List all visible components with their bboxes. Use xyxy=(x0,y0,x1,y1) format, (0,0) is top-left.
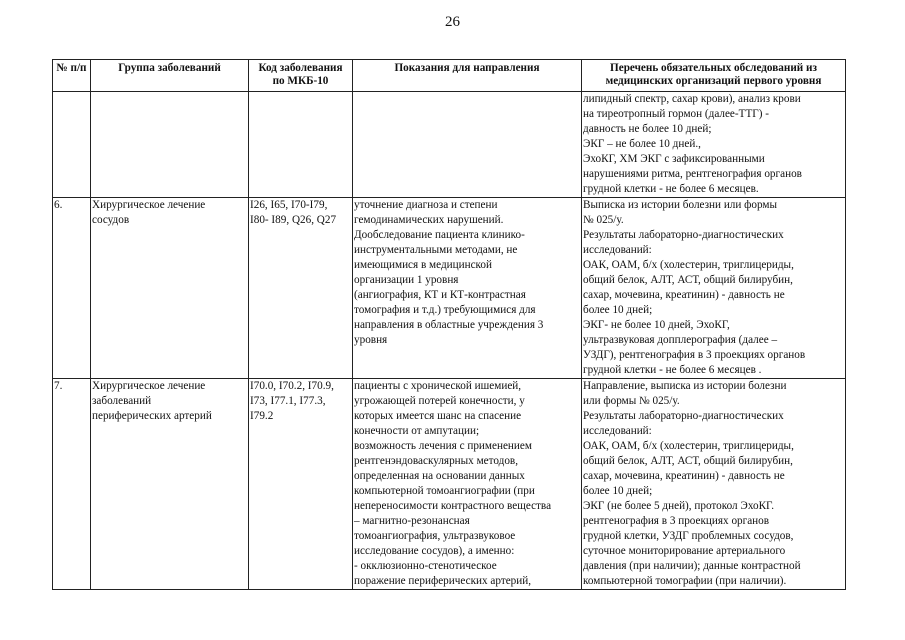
cell-line: общий белок, АЛТ, АСТ, общий билирубин, xyxy=(583,455,793,467)
cell-line: заболеваний xyxy=(92,395,152,407)
cell-line: рентгенография в 3 проекциях органов xyxy=(583,515,770,527)
cell-line: гемодинамических нарушений. xyxy=(354,214,504,226)
cell-line: давления (при наличии); данные контрастной xyxy=(583,560,801,572)
cell-line: ОАК, ОАМ, б/х (холестерин, триглицериды, xyxy=(583,440,794,452)
cell-line: уточнение диагноза и степени xyxy=(354,199,498,211)
referral-table xyxy=(52,59,846,590)
cell-line: организации 1 уровня xyxy=(354,274,459,286)
cell-line: пациенты с хронической ишемией, xyxy=(354,380,522,392)
cell-line: угрожающей потерей конечности, у xyxy=(354,395,525,407)
cell-line: I70.0, I70.2, I70.9, xyxy=(250,380,334,392)
cell-group xyxy=(91,198,249,379)
cell-line: поражение периферических артерий, xyxy=(354,575,532,587)
header-group: Группа заболеваний xyxy=(91,60,249,92)
cell-group xyxy=(91,92,249,198)
cell-num xyxy=(53,92,91,198)
cell-num: 7. xyxy=(53,379,91,590)
cell-exams xyxy=(582,379,846,590)
cell-line: направления в областные учреждения 3 xyxy=(354,319,544,331)
header-exams xyxy=(582,60,846,92)
cell-line: сахар, мочевина, креатинин) - давность не xyxy=(583,470,785,482)
cell-line: УЗДГ), рентгенография в 3 проекциях органов xyxy=(583,349,806,361)
header-num: № п/п xyxy=(53,60,91,92)
cell-line: томография и т.д.) требующимися для xyxy=(354,304,536,316)
cell-indications xyxy=(353,198,582,379)
cell-line: томоангиография, ультразвуковое xyxy=(354,530,516,542)
cell-line: конечности от ампутации; xyxy=(354,425,480,437)
cell-line: рентгенэндоваскулярных методов, xyxy=(354,455,518,467)
cell-line: (ангиография, КТ и КТ-контрастная xyxy=(354,289,526,301)
cell-line: определенная на основании данных xyxy=(354,470,525,482)
table-row xyxy=(53,92,846,198)
cell-line: грудной клетки, УЗДГ проблемных сосудов, xyxy=(583,530,794,542)
cell-line: Хирургическое лечение xyxy=(92,380,206,392)
header-code-line: Код заболевания xyxy=(258,62,343,74)
cell-line: сосудов xyxy=(92,214,130,226)
cell-line: Результаты лабораторно-диагностических xyxy=(583,229,784,241)
cell-line: возможность лечения с применением xyxy=(354,440,532,452)
cell-line: более 10 дней; xyxy=(583,485,653,497)
cell-num: 6. xyxy=(53,198,91,379)
cell-indications xyxy=(353,92,582,198)
cell-line: уровня xyxy=(354,334,388,346)
cell-line: Хирургическое лечение xyxy=(92,199,206,211)
cell-line: инструментальными методами, не xyxy=(354,244,518,256)
cell-code xyxy=(249,198,353,379)
header-code xyxy=(249,60,353,92)
cell-line: I26, I65, I70-I79, xyxy=(250,199,328,211)
cell-line: периферических артерий xyxy=(92,410,212,422)
cell-line: общий белок, АЛТ, АСТ, общий билирубин, xyxy=(583,274,793,286)
cell-line: исследований: xyxy=(583,425,652,437)
cell-line: липидный спектр, сахар крови), анализ крови xyxy=(583,93,801,105)
cell-exams xyxy=(582,198,846,379)
cell-line: ЭКГ (не более 5 дней), протокол ЭхоКГ. xyxy=(583,500,775,512)
cell-line: сахар, мочевина, креатинин) - давность не xyxy=(583,289,785,301)
cell-line: ультразвуковая допплерография (далее – xyxy=(583,334,778,346)
header-code-line: по МКБ-10 xyxy=(272,75,329,87)
cell-line: ОАК, ОАМ, б/х (холестерин, триглицериды, xyxy=(583,259,794,271)
cell-line: - окклюзионно-стенотическое xyxy=(354,560,497,572)
table-header-row xyxy=(53,60,846,92)
cell-line: грудной клетки - не более 6 месяцев. xyxy=(583,183,759,195)
cell-line: – магнитно-резонансная xyxy=(354,515,470,527)
cell-line: суточное мониторирование артериального xyxy=(583,545,786,557)
cell-line: исследование сосудов), а именно: xyxy=(354,545,515,557)
cell-code xyxy=(249,379,353,590)
header-indications: Показания для направления xyxy=(353,60,582,92)
cell-line: нарушениями ритма, рентгенография органов xyxy=(583,168,802,180)
cell-line: ЭКГ- не более 10 дней, ЭхоКГ, xyxy=(583,319,730,331)
cell-line: Дообследование пациента клинико- xyxy=(354,229,525,241)
cell-line: имеющимися в медицинской xyxy=(354,259,492,271)
cell-line: I79.2 xyxy=(250,410,274,422)
cell-line: более 10 дней; xyxy=(583,304,653,316)
cell-line: I73, I77.1, I77.3, xyxy=(250,395,326,407)
cell-line: Выписка из истории болезни или формы xyxy=(583,199,778,211)
cell-indications xyxy=(353,379,582,590)
cell-line: на тиреотропный гормон (далее-ТТГ) - xyxy=(583,108,770,120)
cell-group xyxy=(91,379,249,590)
table-row xyxy=(53,379,846,590)
page-number: 26 xyxy=(445,14,460,30)
cell-exams xyxy=(582,92,846,198)
cell-line: Результаты лабораторно-диагностических xyxy=(583,410,784,422)
cell-code xyxy=(249,92,353,198)
cell-line: непереносимости контрастного вещества xyxy=(354,500,552,512)
cell-line: ЭхоКГ, ХМ ЭКГ с зафиксированными xyxy=(583,153,765,165)
cell-line: I80- I89, Q26, Q27 xyxy=(250,214,337,226)
cell-line: компьютерной томографии (при наличии). xyxy=(583,575,787,587)
cell-line: исследований: xyxy=(583,244,652,256)
cell-line: грудной клетки - не более 6 месяцев . xyxy=(583,364,762,376)
cell-line: ЭКГ – не более 10 дней., xyxy=(583,138,701,150)
cell-line: компьютерной томоангиографии (при xyxy=(354,485,535,497)
cell-line: или формы № 025/у. xyxy=(583,395,680,407)
cell-line: которых имеется шанс на спасение xyxy=(354,410,522,422)
header-exams-line: медицинских организаций первого уровня xyxy=(605,75,822,87)
table-row xyxy=(53,198,846,379)
header-exams-line: Перечень обязательных обследований из xyxy=(610,62,817,74)
cell-line: Направление, выписка из истории болезни xyxy=(583,380,787,392)
cell-line: давность не более 10 дней; xyxy=(583,123,712,135)
cell-line: № 025/у. xyxy=(583,214,624,226)
